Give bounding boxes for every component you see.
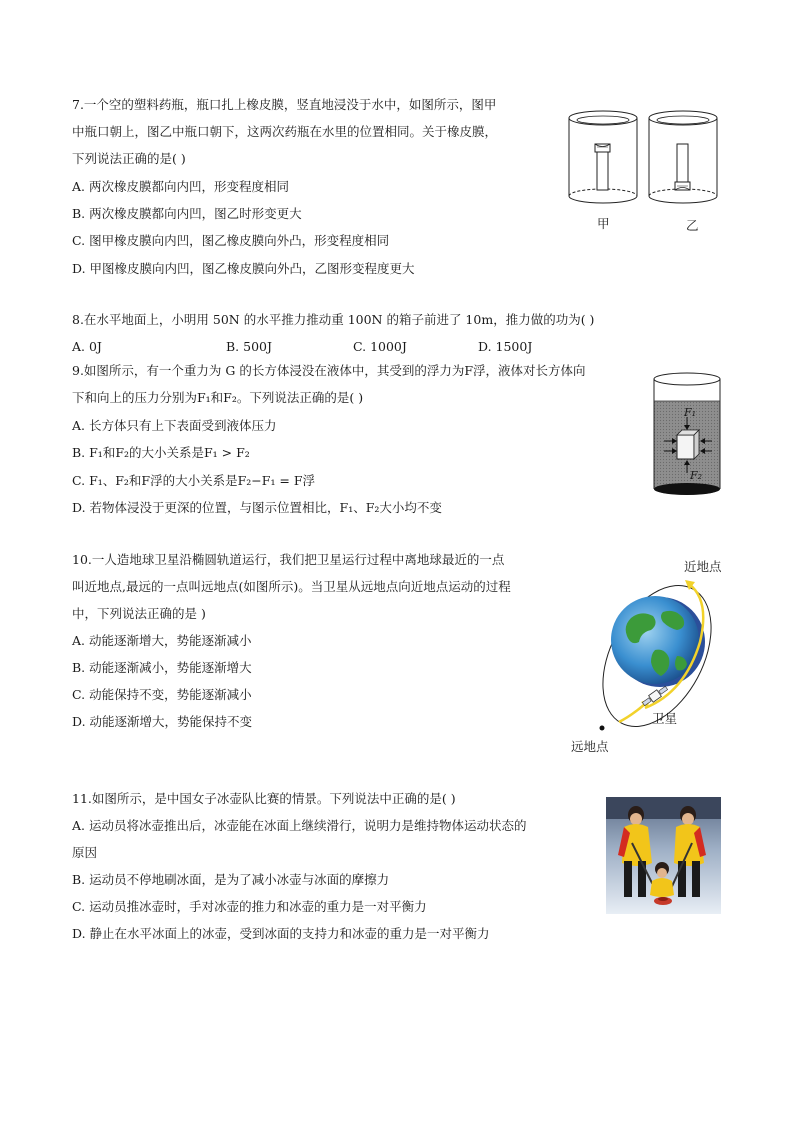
q7-stem-line-3: 下列说法正确的是( ) [72, 151, 186, 166]
q9-submerged-block-figure [650, 371, 724, 503]
jar-yi-illustration [649, 111, 717, 203]
q10-option-c: C. 动能保持不变，势能逐渐减小 [72, 687, 252, 702]
q8-option-d: D. 1500J [478, 339, 533, 354]
q7-option-d: D. 甲图橡皮膜向内凹，图乙橡皮膜向外凸，乙图形变程度更大 [72, 261, 415, 276]
q10-option-b: B. 动能逐渐减小，势能逐渐增大 [72, 660, 252, 675]
q9-option-b: B. F₁和F₂的大小关系是F₁ > F₂ [72, 445, 250, 460]
q10-option-a: A. 动能逐渐增大，势能逐渐减小 [72, 633, 252, 648]
q11-option-c: C. 运动员推冰壶时，手对冰壶的推力和冰壶的重力是一对平衡力 [72, 899, 427, 914]
q8-option-b: B. 500J [226, 339, 273, 354]
q7-option-c: C. 图甲橡皮膜向内凹，图乙橡皮膜向外凸，形变程度相同 [72, 233, 390, 248]
q11-curling-photo [606, 797, 721, 914]
q9-option-c: C. F₁、F₂和F浮的大小关系是F₂−F₁ = F浮 [72, 473, 316, 488]
q9-option-d: D. 若物体浸没于更深的位置，与图示位置相比，F₁、F₂大小均不变 [72, 500, 442, 515]
q11-option-b: B. 运动员不停地刷冰面，是为了减小冰壶与冰面的摩擦力 [72, 872, 390, 887]
label-apogee: 远地点 [571, 739, 609, 754]
fig-label-jia: 甲 [597, 216, 610, 231]
q10-stem-line-1: 10.一人造地球卫星沿椭圆轨道运行，我们把卫星运行过程中离地球最近的一点 [72, 552, 505, 567]
q7-option-b: B. 两次橡皮膜都向内凹，图乙时形变更大 [72, 206, 302, 221]
q8-option-c: C. 1000J [353, 339, 407, 354]
q7-stem-line-1: 7.一个空的塑料药瓶，瓶口扎上橡皮膜，竖直地浸没于水中，如图所示，图甲 [72, 97, 497, 112]
q7-stem-line-2: 中瓶口朝上，图乙中瓶口朝下，这两次药瓶在水里的位置相同。关于橡皮膜， [72, 124, 498, 139]
label-satellite: 卫星 [652, 711, 678, 726]
q9-stem-line-2: 下和向上的压力分别为F₁和F₂。下列说法正确的是( ) [72, 390, 364, 405]
q7-bottles-figure [562, 104, 722, 214]
q8-option-a: A. 0J [72, 339, 102, 354]
q11-stem: 11.如图所示，是中国女子冰壶队比赛的情景。下列说法中正确的是( ) [72, 791, 456, 806]
q10-stem-line-2: 叫近地点,最远的一点叫远地点(如图所示)。当卫星从远地点向近地点运动的过程 [72, 579, 511, 594]
label-perigee: 近地点 [684, 559, 722, 574]
q11-option-a-cont: 原因 [72, 845, 98, 860]
jar-jia-illustration [569, 111, 637, 203]
q9-stem-line-1: 9.如图所示，有一个重力为 G 的长方体浸没在液体中，其受到的浮力为F浮，液体对长方体向 [72, 363, 586, 378]
q11-option-d: D. 静止在水平冰面上的冰壶，受到冰面的支持力和冰壶的重力是一对平衡力 [72, 926, 490, 941]
q11-option-a: A. 运动员将冰壶推出后，冰壶能在冰面上继续滑行，说明力是维持物体运动状态的 [72, 818, 527, 833]
q9-option-a: A. 长方体只有上下表面受到液体压力 [72, 418, 277, 433]
force-label-f1: F₁ [684, 406, 697, 419]
q7-option-a: A. 两次橡皮膜都向内凹，形变程度相同 [72, 179, 289, 194]
fig-label-yi: 乙 [686, 218, 699, 233]
force-label-f2: F₂ [690, 469, 703, 482]
q8-stem: 8.在水平地面上，小明用 50N 的水平推力推动重 100N 的箱子前进了 10m，推力做的功为( ) [72, 312, 595, 327]
q10-option-d: D. 动能逐渐增大，势能保持不变 [72, 714, 253, 729]
q10-stem-line-3: 中，下列说法正确的是 ) [72, 606, 206, 621]
